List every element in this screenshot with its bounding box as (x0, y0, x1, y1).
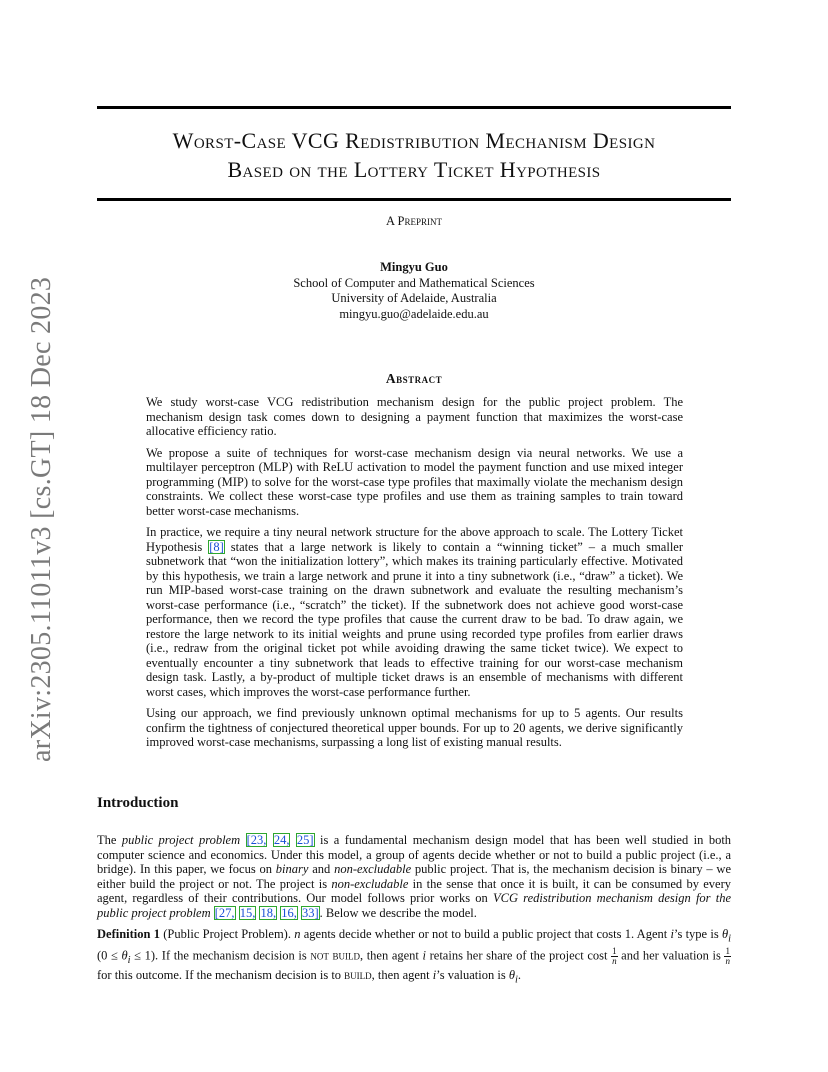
citation-link[interactable]: 24, (273, 833, 290, 847)
intro-emphasis: non-excludable (334, 862, 412, 876)
citation-link[interactable]: 33] (301, 905, 319, 920)
decision-not-build: not build (310, 948, 360, 963)
abstract-heading: Abstract (385, 371, 443, 386)
definition-text: (0 ≤ (97, 948, 122, 963)
math-var: i (728, 933, 731, 945)
title-rule-top (97, 106, 731, 109)
citation-link[interactable]: 16, (281, 905, 297, 920)
citation-link[interactable]: [8] (209, 539, 224, 554)
abstract-paragraph-1: We study worst-case VCG redistribution mechanism design for the public project problem. The mechanism design task comes down to designing a payment function that maximizes the worst-case allocative efficiency ratio. (146, 395, 683, 438)
definition-text: , then agent (371, 968, 433, 983)
definition-text: retains her share of the project cost (426, 948, 612, 963)
fraction-denominator: n (612, 956, 617, 966)
abstract-paragraph-2: We propose a suite of techniques for worst-case mechanism design via neural networks. We use a multilayer perceptron (MLP) with ReLU activation to model the payment function and use mixed integer programming (MIP) to solve for the worst-case type profiles that maximally violate the mechanism design constraints. We collect these worst-case type profiles and use them as training samples to train toward better worst-case mechanisms. (146, 445, 683, 518)
paper-title-line-1: Worst-Case VCG Redistribution Mechanism Design (172, 128, 656, 153)
intro-text: and (308, 862, 335, 876)
math-var: θ (508, 968, 515, 983)
introduction-heading: Introduction (97, 795, 179, 811)
abstract-p3-text-b: states that a large network is likely to contain a “winning ticket” – a much smaller subnetwork that “won the initialization lottery”, which makes its training particularly effective. Motivated by this hypothesis, we train a large network and prune it into a tiny subnetwork (i.e., “draw” a ticket). We run MIP-based worst-case training on the drawn subnetwork and evaluate the resulting mechanism’s worst-case performance (i.e., “scratch” the ticket). If the subnetwork does not achieve good worst-case performance, then we record the type profiles that cause the current draw to be bad. To draw again, we restore the large network to its initial weights and prune using recorded type profiles from earlier draws (i.e., redraw from the original ticket pot while avoiding drawing the same ticket twice). We expect to eventually encounter a tiny subnetwork that leads to effective training for our worst-case mechanism design task. Lastly, a by-product of multiple ticket draws is an ensemble of mechanisms with different worst cases, which improves the worst-case performance further. (146, 539, 684, 699)
author-block (97, 260, 731, 322)
citation-link[interactable]: 15, (239, 905, 256, 920)
abstract-paragraph-3 (146, 525, 683, 699)
math-var: θ (121, 948, 128, 963)
definition-text: ≤ 1). If the mechanism decision is (130, 948, 311, 963)
math-var: i (422, 948, 426, 963)
definition-text: for this outcome. If the mechanism decision is to (97, 968, 345, 983)
introduction-body (97, 833, 731, 995)
fraction-numerator: 1 (725, 946, 730, 956)
intro-emphasis: VCG redistribution mechanism design for the public project problem (97, 891, 731, 920)
math-var: θ (721, 927, 729, 941)
intro-emphasis: non-excludable (331, 876, 409, 891)
math-var: i (514, 974, 518, 986)
math-var: n (294, 927, 301, 941)
fraction-one-over-n (724, 947, 731, 966)
citation-link[interactable]: 25] (296, 833, 314, 847)
citation-link[interactable]: [27, (214, 905, 235, 920)
paper-title-line-2: Based on the Lottery Ticket Hypothesis (227, 157, 601, 182)
title-rule-bottom (97, 198, 731, 201)
math-var: i (127, 954, 131, 966)
math-var: i (432, 968, 437, 983)
intro-emphasis: binary (275, 862, 309, 876)
intro-text: is a fundamental mechanism design model that has been well studied in both computer science and economics. Under this model, a group of agents decide whether or not to build a public project (i.e., a bridge). In this paper, we focus on (97, 833, 732, 876)
arxiv-stamp: arXiv:2305.11011v3 [cs.GT] 18 Dec 2023 (26, 276, 57, 762)
definition-text: ’s type is (673, 927, 722, 941)
math-var: i (670, 927, 674, 941)
author-name: Mingyu Guo (380, 260, 448, 274)
intro-text: in the sense that once it is built, it can be consumed by every agent, regardless of their contributions. Our model follows prior works on (97, 876, 731, 905)
definition-text: and her valuation is (617, 948, 725, 963)
definition-text: ’s valuation is (436, 968, 509, 983)
decision-build: build (344, 968, 372, 983)
intro-text: The (97, 833, 122, 847)
definition-text: , then agent (359, 948, 423, 963)
fraction-denominator: n (725, 956, 730, 966)
definition-name: (Public Project Problem). (163, 927, 291, 941)
intro-paragraph-1 (97, 833, 731, 920)
intro-emphasis: public project problem (121, 833, 241, 847)
abstract-body (146, 395, 683, 757)
definition-text: agents decide whether or not to build a public project that costs 1. Agent (300, 927, 671, 941)
fraction-numerator: 1 (612, 946, 617, 956)
author-affiliation: School of Computer and Mathematical Sciences (293, 275, 535, 290)
intro-text: . Below we describe the model. (319, 905, 477, 920)
preprint-label: A Preprint (386, 214, 442, 228)
definition-label: Definition 1 (97, 927, 160, 941)
author-email[interactable]: mingyu.guo@adelaide.edu.au (339, 306, 489, 321)
author-university: University of Adelaide, Australia (331, 291, 497, 305)
citation-link[interactable]: 18, (260, 905, 277, 920)
paper-title (97, 126, 731, 184)
definition-1: Definition 1 (Public Project Problem). n agents decide whether or not to build a public project that costs 1. Agent i’s type is $\theta_i$ $(0 \le \theta_i \le 1)$. If the mechanism decision is not build, then agent i retains her share of the project cost $\frac{1}{n}$ and her valuation is $\frac{1}{n}$ for this outcome. If the mechanism decision is to build, then agent i’s valuation is $\theta_i$. (97, 927, 731, 986)
citation-link[interactable]: [23, (246, 833, 267, 847)
intro-text: public project. That is, the mechanism decision is binary – we either build the project or not. The project is (97, 862, 731, 891)
abstract-paragraph-4: Using our approach, we find previously unknown optimal mechanisms for up to 5 agents. Our results confirm the tightness of conjectured theoretical upper bounds. For up to 20 agents, we derive significantly improved worst-case mechanisms, surpassing a long list of existing manual results. (146, 706, 683, 749)
abstract-p3-text-a: In practice, we require a tiny neural network structure for the above approach to scale. The Lottery Ticket Hypothesis (146, 525, 683, 554)
